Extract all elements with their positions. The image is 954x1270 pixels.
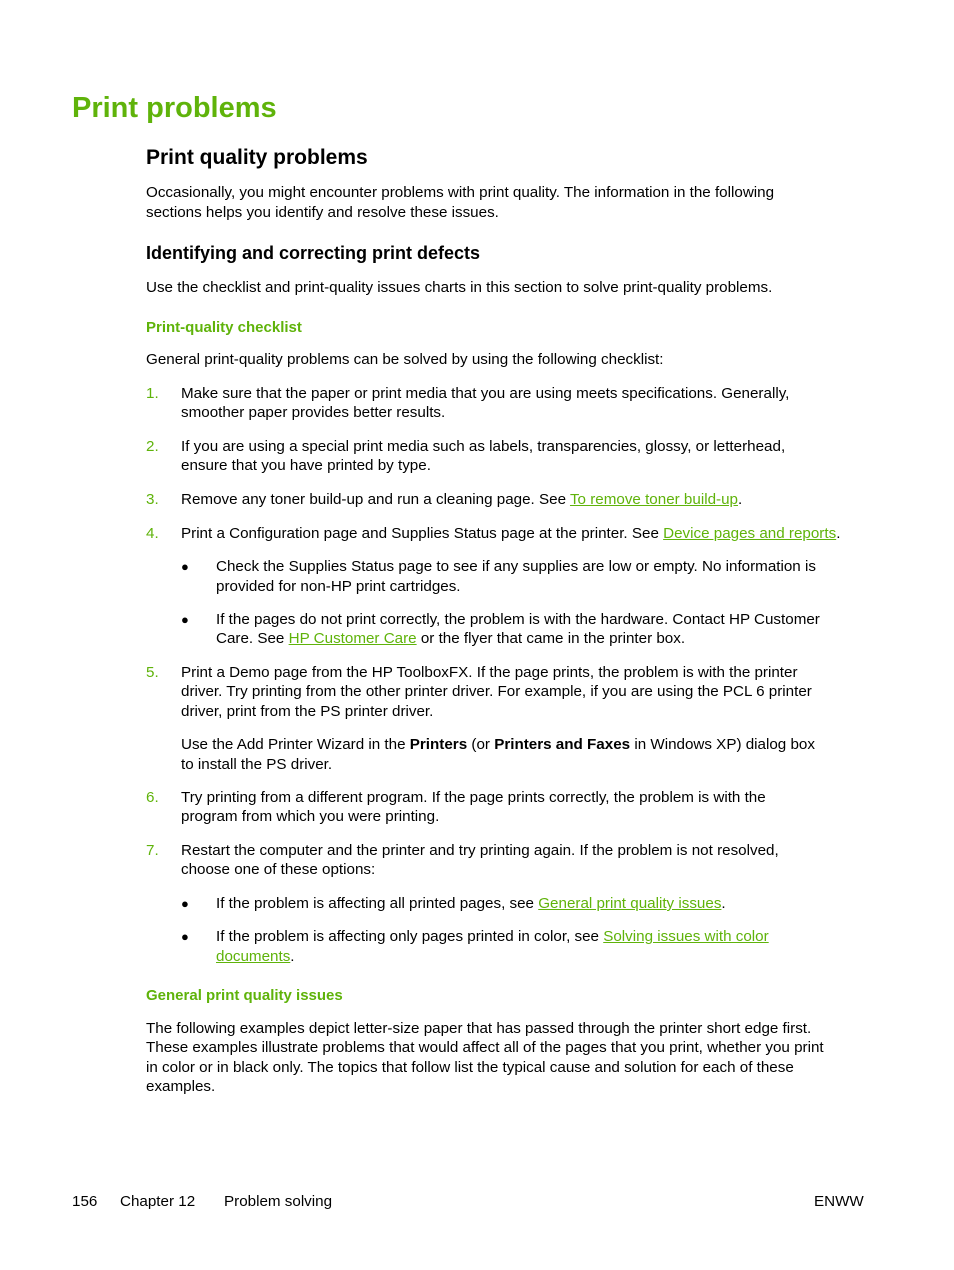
- step-4-bullet-2-line-2: [216, 629, 685, 649]
- step-4-bullet-2-line-1: If the pages do not print correctly, the problem is with the hardware. Contact HP Customer: [216, 611, 820, 628]
- step-number: 2.: [146, 438, 159, 455]
- bullet-icon: ●: [181, 896, 189, 911]
- step-number: 4.: [146, 525, 159, 542]
- step-5-line-2: driver. Try printing from the other printer driver. For example, if you are using the PCL 6 printer: [181, 683, 812, 700]
- step-4-pre: Print a Configuration page and Supplies Status page at the printer. See: [181, 525, 664, 542]
- bullet-3-post: .: [721, 895, 726, 912]
- general-line-1: The following examples depict letter-size paper that has passed through the printer short edge first.: [146, 1020, 812, 1037]
- step-4-bullet-1-line-2: provided for non-HP print cartridges.: [216, 578, 461, 595]
- bullet-icon: ●: [181, 612, 189, 627]
- step-2-line-2: ensure that you have printed by type.: [181, 457, 431, 474]
- step-4-bullet-1-line-1: Check the Supplies Status page to see if any supplies are low or empty. No information is: [216, 558, 816, 575]
- subsection-heading-defects: Identifying and correcting print defects: [146, 243, 481, 263]
- step-number: 7.: [146, 842, 159, 859]
- step-2-line-1: If you are using a special print media such as labels, transparencies, glossy, or letterhead,: [181, 438, 786, 455]
- bullet-4-pre: If the problem is affecting only pages printed in color, see: [216, 928, 604, 945]
- step-number: 3.: [146, 491, 159, 508]
- checklist-intro: General print-quality problems can be solved by using the following checklist:: [146, 351, 664, 368]
- step-1-line-1: Make sure that the paper or print media that you are using meets specifications. Generally,: [181, 385, 790, 402]
- step-7-bullet-2-line-1: [216, 927, 769, 947]
- intro-line-2: sections helps you identify and resolve these issues.: [146, 204, 499, 221]
- step-3-pre: Remove any toner build-up and run a cleaning page. See: [181, 491, 570, 508]
- bold-printers-and-faxes: Printers and Faxes: [494, 736, 631, 753]
- link-solving-color-issues-cont[interactable]: documents: [216, 948, 291, 965]
- step-5-extra-line-2: to install the PS driver.: [181, 756, 333, 773]
- footer-enww: ENWW: [814, 1193, 864, 1210]
- step-5-line-1: Print a Demo page from the HP ToolboxFX. If the page prints, the problem is with the printer: [181, 664, 798, 681]
- general-line-3: in color or in black only. The topics that follow list the typical cause and solution for each of these: [146, 1059, 794, 1076]
- section-heading-print-quality: Print quality problems: [146, 146, 368, 169]
- general-line-4: examples.: [146, 1078, 216, 1095]
- footer-chapter: Chapter 12: [120, 1193, 196, 1210]
- step-4-text: [181, 524, 840, 544]
- link-remove-toner[interactable]: To remove toner build-up: [569, 491, 738, 508]
- step-7-bullet-1: [216, 894, 726, 914]
- page-number: 156: [72, 1193, 98, 1210]
- step-1-line-2: smoother paper provides better results.: [181, 404, 446, 421]
- intro-line-1: Occasionally, you might encounter problems with print quality. The information in the following: [146, 184, 775, 201]
- checklist-heading: Print-quality checklist: [146, 319, 302, 336]
- bullet-icon: ●: [181, 929, 189, 944]
- bullet-2-post: or the flyer that came in the printer box.: [416, 630, 686, 647]
- step-7-bullet-2-line-2: [216, 947, 295, 967]
- link-general-print-quality[interactable]: General print quality issues: [538, 895, 722, 912]
- link-device-pages[interactable]: Device pages and reports: [663, 525, 837, 542]
- step-6-line-2: program from which you were printing.: [181, 808, 440, 825]
- general-line-2: These examples illustrate problems that would affect all of the pages that you print, whether you print: [146, 1039, 824, 1056]
- step-5-line-3: driver, print from the PS printer driver.: [181, 703, 434, 720]
- general-issues-heading: General print quality issues: [146, 987, 343, 1004]
- bullet-3-pre: If the problem is affecting all printed pages, see: [216, 895, 539, 912]
- step-6-line-1: Try printing from a different program. If the page prints correctly, the problem is with the: [181, 789, 766, 806]
- step-7-line-1: Restart the computer and the printer and try printing again. If the problem is not resolved,: [181, 842, 779, 859]
- bold-printers: Printers: [409, 736, 468, 753]
- step-7-line-2: choose one of these options:: [181, 861, 376, 878]
- bullet-icon: ●: [181, 559, 189, 574]
- step-4-post: .: [836, 525, 841, 542]
- bullet-2-pre: Care. See: [216, 630, 289, 647]
- step-3-text: [181, 490, 742, 510]
- link-solving-color-issues[interactable]: Solving issues with color: [603, 928, 769, 945]
- bullet-4-post: .: [290, 948, 295, 965]
- step-5-extra-line-1: [181, 735, 815, 755]
- defects-text: Use the checklist and print-quality issues charts in this section to solve print-quality problems.: [146, 279, 773, 296]
- step-number: 1.: [146, 385, 159, 402]
- step-number: 6.: [146, 789, 159, 806]
- step-number: 5.: [146, 664, 159, 681]
- page-title: Print problems: [72, 92, 277, 124]
- extra-text-2: (or: [467, 736, 495, 753]
- link-hp-customer-care[interactable]: HP Customer Care: [288, 630, 417, 647]
- extra-text-1: Use the Add Printer Wizard in the: [181, 736, 410, 753]
- step-3-post: .: [737, 491, 743, 508]
- extra-text-3: in Windows XP) dialog box: [630, 736, 815, 753]
- footer-chapter-title: Problem solving: [224, 1193, 333, 1210]
